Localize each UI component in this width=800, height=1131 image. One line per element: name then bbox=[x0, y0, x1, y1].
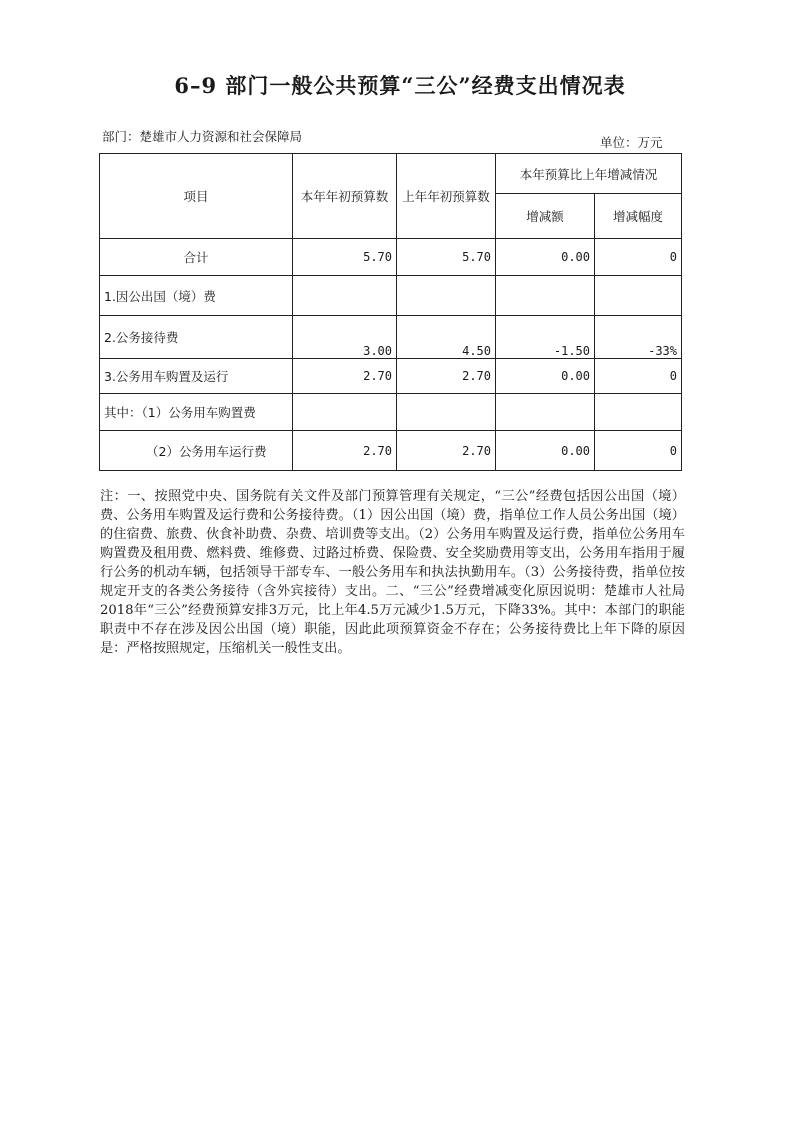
cell-rate: -33% bbox=[595, 316, 682, 359]
row-label: （2）公务用车运行费 bbox=[100, 431, 293, 471]
cell-current: 2.70 bbox=[293, 359, 397, 394]
row-label: 3.公务用车购置及运行 bbox=[100, 359, 293, 394]
table-row bbox=[100, 239, 682, 276]
header-change-group: 本年预算比上年增减情况 bbox=[496, 154, 682, 194]
cell-prior: 2.70 bbox=[397, 359, 496, 394]
table-row bbox=[100, 316, 682, 359]
cell-rate: 0 bbox=[595, 431, 682, 471]
cell-prior bbox=[397, 276, 496, 316]
row-label: 其中：（1）公务用车购置费 bbox=[100, 394, 293, 431]
header-change-rate: 增减幅度 bbox=[595, 194, 682, 239]
unit-label: 单位：万元 bbox=[600, 135, 663, 150]
header-prior-year: 上年年初预算数 bbox=[397, 154, 496, 239]
cell-amount bbox=[496, 276, 595, 316]
cell-current: 2.70 bbox=[293, 431, 397, 471]
cell-current bbox=[293, 394, 397, 431]
cell-rate: 0 bbox=[595, 359, 682, 394]
cell-prior: 2.70 bbox=[397, 431, 496, 471]
cell-amount bbox=[496, 394, 595, 431]
notes-section bbox=[100, 487, 685, 658]
cell-rate: 0 bbox=[595, 239, 682, 276]
cell-current: 5.70 bbox=[293, 239, 397, 276]
cell-prior: 4.50 bbox=[397, 316, 496, 359]
table-row bbox=[100, 431, 682, 471]
header-change-amount: 增减额 bbox=[496, 194, 595, 239]
notes-paragraph: 注：一、按照党中央、国务院有关文件及部门预算管理有关规定，“三公”经费包括因公出国（境）费、公务用车购置及运行费和公务接待费。（1）因公出国（境）费，指单位工作人员公务出国（境）的住宿费、旅费、伙食补助费、杂费、培训费等支出。（2）公务用车购置及运行费，指单位公务用车购置费及租用费、燃料费、维修费、过路过桥费、保险费、安全奖励费用等支出，公务用车指用于履行公务的机动车辆，包括领导干部专车、一般公务用车和执法执勤用车。（3）公务接待费，指单位按规定开支的各类公务接待（含外宾接待）支出。二、“三公”经费增减变化原因说明：楚雄市人社局2018年“三公”经费预算安排3万元，比上年4.5万元减少1.5万元，下降33%。其中：本部门的职能职责中不存在涉及因公出国（境）职能，因此此项预算资金不存在；公务接待费比上年下降的原因是：严格按照规定，压缩机关一般性支出。 bbox=[100, 489, 685, 656]
cell-rate bbox=[595, 276, 682, 316]
cell-rate bbox=[595, 394, 682, 431]
row-label: 合计 bbox=[100, 239, 293, 276]
cell-prior: 5.70 bbox=[397, 239, 496, 276]
row-label: 2.公务接待费 bbox=[100, 316, 293, 359]
cell-amount: -1.50 bbox=[496, 316, 595, 359]
cell-current bbox=[293, 276, 397, 316]
table-row bbox=[100, 394, 682, 431]
row-label: 1.因公出国（境）费 bbox=[100, 276, 293, 316]
header-item: 项目 bbox=[100, 154, 293, 239]
budget-table bbox=[99, 153, 682, 471]
table-row bbox=[100, 359, 682, 394]
cell-prior bbox=[397, 394, 496, 431]
header-current-year: 本年年初预算数 bbox=[293, 154, 397, 239]
cell-amount: 0.00 bbox=[496, 239, 595, 276]
cell-current: 3.00 bbox=[293, 316, 397, 359]
department-label: 部门：楚雄市人力资源和社会保障局 bbox=[102, 129, 303, 144]
table-row bbox=[100, 276, 682, 316]
cell-amount: 0.00 bbox=[496, 431, 595, 471]
cell-amount: 0.00 bbox=[496, 359, 595, 394]
page-title: 6–9 部门一般公共预算“三公”经费支出情况表 bbox=[174, 73, 626, 98]
